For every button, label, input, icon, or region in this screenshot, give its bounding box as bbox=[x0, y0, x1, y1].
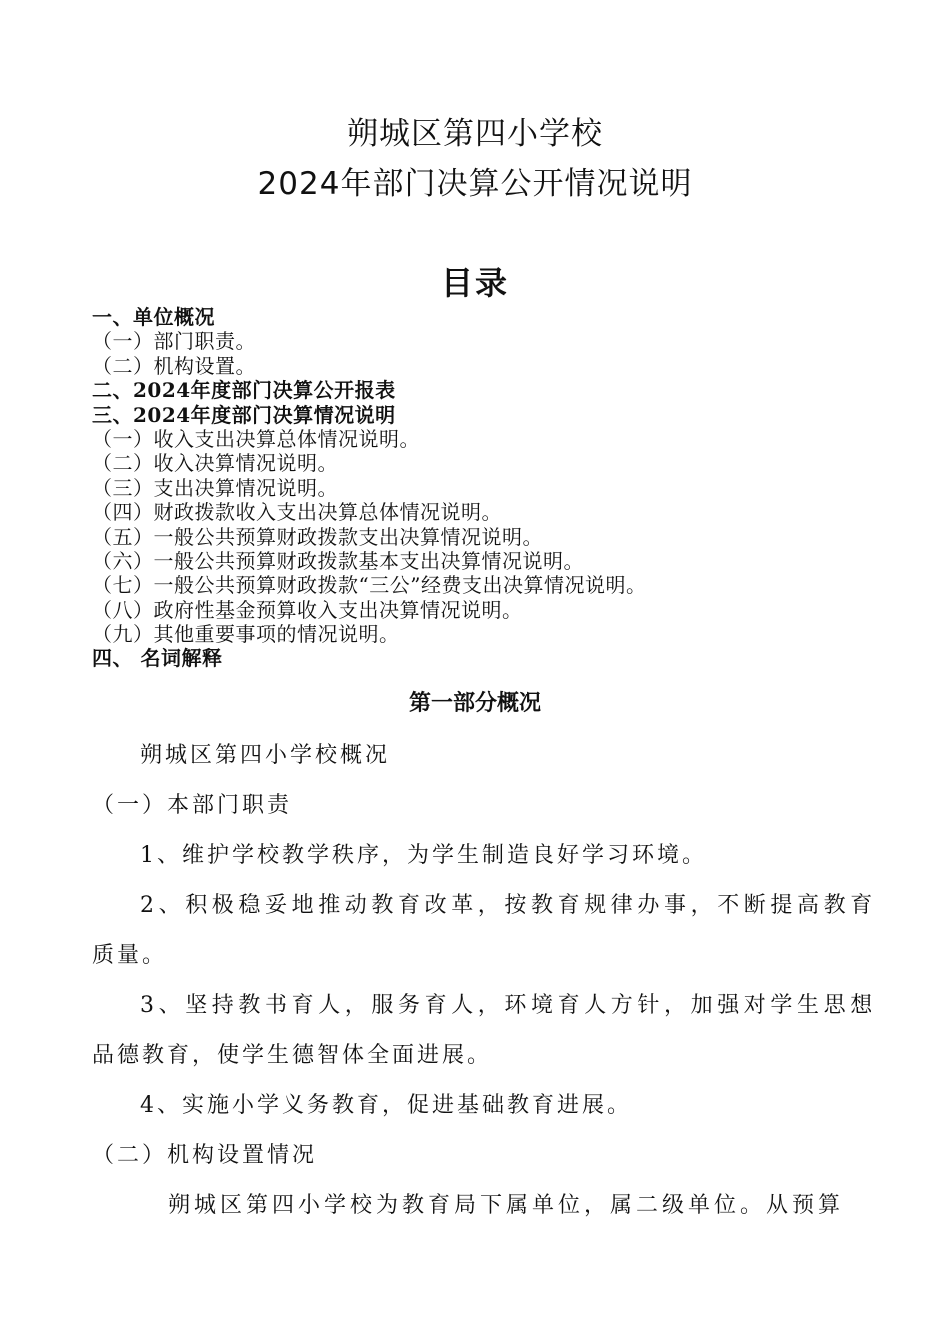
section-organization-title: （二）机构设置情况 bbox=[92, 1143, 318, 1168]
toc-item: （二）收入决算情况说明。 bbox=[92, 451, 338, 476]
section-duties-title: （一）本部门职责 bbox=[92, 793, 293, 818]
toc-item: 一、单位概况 bbox=[92, 305, 215, 329]
duty-item-2-continued: 质量。 bbox=[92, 943, 168, 968]
toc-item: （二）机构设置。 bbox=[92, 353, 256, 378]
document-title-line-1: 朔城区第四小学校 bbox=[347, 116, 603, 152]
toc-item: （五）一般公共预算财政拨款支出决算情况说明。 bbox=[92, 524, 543, 549]
duty-item-3: 3、坚持教书育人，服务育人，环境育人方针，加强对学生思想 bbox=[140, 993, 877, 1018]
toc-heading: 目录 bbox=[440, 264, 509, 302]
organization-text: 朔城区第四小学校为教育局下属单位，属二级单位。从预算 bbox=[168, 1193, 845, 1218]
duty-item-4: 4、实施小学义务教育，促进基础教育进展。 bbox=[140, 1093, 632, 1118]
toc-item: （一）收入支出决算总体情况说明。 bbox=[92, 426, 420, 451]
toc-item: （三）支出决算情况说明。 bbox=[92, 475, 338, 500]
toc-item: 四、 名词解释 bbox=[92, 646, 223, 671]
toc-item: （九）其他重要事项的情况说明。 bbox=[92, 622, 400, 647]
toc-item: （四）财政拨款收入支出决算总体情况说明。 bbox=[92, 500, 502, 525]
overview-title: 朔城区第四小学校概况 bbox=[140, 743, 391, 768]
toc-item: （六）一般公共预算财政拨款基本支出决算情况说明。 bbox=[92, 548, 584, 573]
toc-item: 三、2024年度部门决算情况说明 bbox=[92, 402, 396, 427]
duty-item-2: 2、积极稳妥地推动教育改革，按教育规律办事，不断提高教育 bbox=[140, 893, 877, 918]
table-of-contents bbox=[92, 305, 892, 671]
document-title-line-2: 2024年部门决算公开情况说明 bbox=[257, 166, 693, 202]
part-one-heading: 第一部分概况 bbox=[408, 691, 541, 716]
toc-item: 二、2024年度部门决算公开报表 bbox=[92, 378, 396, 403]
toc-item: （七）一般公共预算财政拨款“三公”经费支出决算情况说明。 bbox=[92, 573, 647, 598]
toc-item: （一）部门职责。 bbox=[92, 329, 256, 354]
toc-item: （八）政府性基金预算收入支出决算情况说明。 bbox=[92, 597, 523, 622]
duty-item-3-continued: 品德教育，使学生德智体全面进展。 bbox=[92, 1043, 493, 1068]
duty-item-1: 1、维护学校教学秩序，为学生制造良好学习环境。 bbox=[140, 843, 707, 868]
